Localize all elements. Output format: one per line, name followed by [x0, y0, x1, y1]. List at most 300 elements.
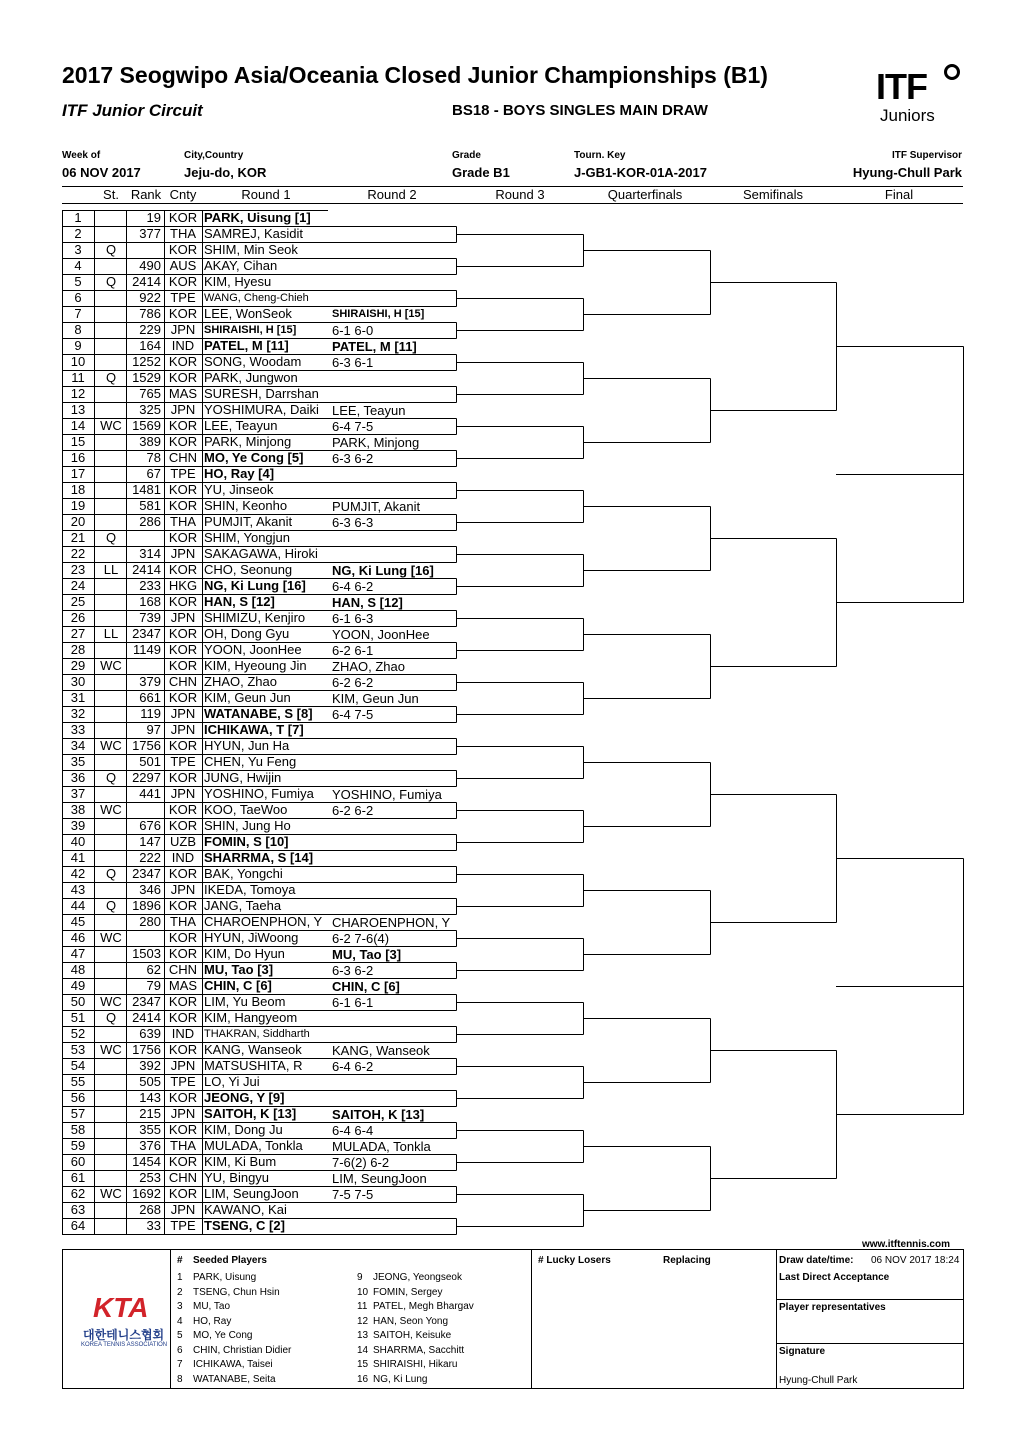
player-rank: 253 — [139, 1170, 161, 1185]
player-row — [62, 642, 328, 658]
player-row — [62, 482, 328, 498]
player-rank: 2347 — [132, 626, 161, 641]
player-rank: 676 — [139, 818, 161, 833]
player-rank: 377 — [139, 226, 161, 241]
player-name: KIM, Ki Bum — [204, 1154, 277, 1169]
player-rank: 2414 — [132, 274, 161, 289]
entry-status: WC — [100, 658, 122, 673]
round2-score: 6-2 6-2 — [332, 675, 374, 690]
round2-score: 6-3 6-2 — [332, 451, 374, 466]
seed-name: HO, Ray — [193, 1315, 232, 1327]
draw-position: 2 — [74, 226, 82, 241]
draw-position: 63 — [70, 1202, 86, 1217]
player-country: THA — [170, 514, 196, 529]
player-name: CHAROENPHON, Y — [204, 914, 323, 929]
seed-name: ICHIKAWA, Taisei — [193, 1359, 273, 1370]
player-rank: 147 — [139, 834, 161, 849]
player-row — [62, 722, 328, 738]
player-row — [62, 914, 328, 930]
seed-number: 4 — [177, 1315, 183, 1327]
seed-number: 10 — [357, 1286, 369, 1298]
draw-position: 18 — [70, 482, 86, 497]
player-name: LIM, Yu Beom — [204, 994, 286, 1009]
draw-position: 61 — [70, 1170, 86, 1185]
player-country: TPE — [170, 1218, 196, 1233]
player-name: NG, Ki Lung [16] — [204, 578, 306, 593]
player-country: JPN — [170, 786, 196, 801]
player-name: YU, Bingyu — [204, 1170, 270, 1185]
draw-position: 1 — [74, 210, 82, 225]
col-round1: Round 1 — [241, 187, 291, 202]
round2-score: 6-3 6-3 — [332, 515, 374, 530]
draw-position: 51 — [70, 1010, 86, 1025]
player-name: KIM, Dong Ju — [204, 1122, 283, 1137]
player-name: WANG, Cheng-Chieh — [204, 292, 309, 304]
entry-status: WC — [100, 738, 122, 753]
player-rank: 143 — [139, 1090, 161, 1105]
player-rank: 97 — [146, 722, 161, 737]
round2-winner-name: LIM, SeungJoon — [332, 1171, 427, 1186]
round2-winner-name: MU, Tao [3] — [332, 947, 402, 962]
draw-position: 10 — [70, 354, 86, 369]
player-name: ZHAO, Zhao — [204, 674, 277, 689]
draw-position: 21 — [70, 530, 86, 545]
player-country: CHN — [168, 1170, 198, 1185]
draw-position: 19 — [70, 498, 86, 513]
player-country: JPN — [170, 1106, 196, 1121]
draw-position: 60 — [70, 1154, 86, 1169]
week-label: Week of — [62, 150, 101, 161]
player-rank: 376 — [139, 1138, 161, 1153]
draw-position: 30 — [70, 674, 86, 689]
entry-status: Q — [105, 770, 117, 785]
player-name: MULADA, Tonkla — [204, 1138, 303, 1153]
round2-score: 6-3 6-2 — [332, 963, 374, 978]
seed-number: 14 — [357, 1344, 369, 1356]
draw-position: 49 — [70, 978, 86, 993]
player-name: JANG, Taeha — [204, 898, 282, 913]
replacing-title: Replacing — [663, 1255, 711, 1266]
player-rank: 119 — [140, 706, 161, 721]
player-country: KOR — [168, 946, 198, 961]
player-name: PARK, Jungwon — [204, 370, 298, 385]
player-name: SURESH, Darrshan — [204, 386, 319, 401]
player-country: KOR — [168, 818, 198, 833]
week-value: 06 NOV 2017 — [62, 165, 141, 180]
seed-name: MU, Tao — [193, 1301, 231, 1312]
player-country: IND — [171, 1026, 195, 1041]
circuit-name: ITF Junior Circuit — [62, 101, 203, 120]
player-country: JPN — [170, 722, 196, 737]
player-country: KOR — [168, 274, 198, 289]
player-row — [62, 946, 328, 962]
col-semifinals: Semifinals — [743, 187, 803, 202]
player-row — [62, 466, 328, 482]
draw-position: 22 — [70, 546, 86, 561]
player-row — [62, 226, 328, 242]
seed-name: SAITOH, Keisuke — [373, 1330, 452, 1341]
draw-position: 54 — [70, 1058, 86, 1073]
seed-name: HAN, Seon Yong — [373, 1315, 449, 1327]
supervisor-value: Hyung-Chull Park — [852, 165, 962, 180]
player-rank: 1454 — [132, 1154, 161, 1169]
player-rank: 325 — [139, 402, 161, 417]
player-country: KOR — [168, 770, 198, 785]
round2-score: 6-2 6-1 — [332, 643, 374, 658]
draw-position: 39 — [70, 818, 86, 833]
player-rank: 1529 — [132, 370, 161, 385]
player-rank: 581 — [139, 498, 161, 513]
itf-logo-subtext: Juniors — [880, 106, 935, 125]
player-name: CHIN, C [6] — [204, 978, 272, 993]
player-name: BAK, Yongchi — [204, 866, 283, 881]
seed-name: FOMIN, Sergey — [373, 1286, 443, 1298]
player-rank: 490 — [139, 258, 161, 273]
draw-position: 48 — [70, 962, 86, 977]
player-name: LIM, SeungJoon — [204, 1186, 299, 1201]
entry-status: WC — [100, 1042, 122, 1057]
player-row — [62, 210, 328, 226]
round2-winner-name: LEE, Teayun — [332, 403, 406, 418]
player-country: THA — [170, 226, 196, 241]
player-name: JEONG, Y [9] — [204, 1090, 285, 1105]
player-row — [62, 258, 328, 274]
player-country: CHN — [168, 962, 198, 977]
player-rank: 233 — [139, 578, 161, 593]
player-rank: 765 — [139, 386, 161, 401]
draw-position: 40 — [70, 834, 86, 849]
city-value: Jeju-do, KOR — [184, 165, 267, 180]
city-label: City,Country — [184, 150, 244, 161]
round2-winner-name: SHIRAISHI, H [15] — [332, 308, 425, 320]
player-rank: 441 — [139, 786, 161, 801]
player-row — [62, 626, 328, 642]
player-row — [62, 306, 328, 322]
player-rank: 1149 — [133, 642, 161, 657]
player-row — [62, 1186, 328, 1202]
round2-winner-name: SAITOH, K [13] — [332, 1107, 425, 1122]
last-direct-acceptance: Last Direct Acceptance — [779, 1272, 890, 1283]
draw-position: 14 — [70, 418, 86, 433]
draw-position: 37 — [70, 786, 86, 801]
player-country: KOR — [168, 1010, 198, 1025]
itf-url: www.itftennis.com — [862, 1239, 950, 1250]
round2-score: 6-4 7-5 — [332, 419, 374, 434]
round2-winner-name: NG, Ki Lung [16] — [332, 563, 434, 578]
player-name: SHIMIZU, Kenjiro — [204, 610, 306, 625]
player-rank: 229 — [139, 322, 161, 337]
draw-position: 38 — [70, 802, 86, 817]
player-name: SONG, Woodam — [204, 354, 302, 369]
entry-status: Q — [105, 866, 117, 881]
player-name: SHIRAISHI, H [15] — [204, 324, 297, 336]
player-country: IND — [171, 850, 195, 865]
player-row — [62, 594, 328, 610]
seed-name: NG, Ki Lung — [373, 1373, 428, 1385]
round2-winner-name: HAN, S [12] — [332, 595, 403, 610]
player-country: CHN — [168, 450, 198, 465]
seed-number: 11 — [357, 1301, 368, 1312]
round2-winner-name: CHAROENPHON, Y — [332, 915, 451, 930]
entry-status: WC — [100, 1186, 122, 1201]
draw-position: 24 — [70, 578, 86, 593]
player-rank: 1756 — [132, 738, 161, 753]
player-name: TSENG, C [2] — [204, 1218, 285, 1233]
seed-number: 15 — [357, 1359, 369, 1370]
player-country: KOR — [168, 898, 198, 913]
player-row — [62, 994, 328, 1010]
player-country: JPN — [170, 322, 196, 337]
player-name: MU, Tao [3] — [204, 962, 274, 977]
entry-status: Q — [105, 530, 117, 545]
draw-position: 3 — [74, 242, 82, 257]
player-name: SHIM, Yongjun — [204, 530, 291, 545]
player-country: KOR — [168, 210, 198, 225]
draw-position: 6 — [74, 290, 82, 305]
entry-status: WC — [100, 802, 122, 817]
player-name: PARK, Uisung [1] — [204, 210, 311, 225]
entry-status: Q — [105, 242, 117, 257]
player-country: JPN — [170, 546, 196, 561]
player-name: PATEL, M [11] — [204, 338, 289, 353]
player-row — [62, 386, 328, 402]
player-row — [62, 338, 328, 354]
player-row — [62, 786, 328, 802]
player-rank: 1896 — [132, 898, 161, 913]
entry-status: Q — [105, 898, 117, 913]
player-country: HKG — [168, 578, 198, 593]
player-country: UZB — [170, 834, 196, 849]
seed-number: 9 — [357, 1272, 363, 1283]
player-row — [62, 274, 328, 290]
player-name: KAWANO, Kai — [204, 1202, 287, 1217]
draw-position: 29 — [70, 658, 86, 673]
grade-value: Grade B1 — [452, 165, 510, 180]
player-row — [62, 242, 328, 258]
draw-position: 53 — [70, 1042, 86, 1057]
draw-position: 8 — [74, 322, 82, 337]
round2-winner-name: KANG, Wanseok — [332, 1043, 430, 1058]
player-country: KOR — [168, 498, 198, 513]
round2-score: 6-1 6-1 — [332, 995, 374, 1010]
player-row — [62, 530, 328, 546]
player-country: KOR — [168, 418, 198, 433]
draw-position: 58 — [70, 1122, 86, 1137]
player-rank: 505 — [139, 1074, 161, 1089]
draw-position: 44 — [70, 898, 86, 913]
player-country: KOR — [168, 434, 198, 449]
player-country: KOR — [168, 1042, 198, 1057]
draw-position: 31 — [70, 690, 86, 705]
player-name: HYUN, Jun Ha — [204, 738, 290, 753]
player-row — [62, 514, 328, 530]
draw-position: 57 — [70, 1106, 86, 1121]
itf-logo-text: ITF — [876, 66, 927, 107]
player-rank: 62 — [146, 962, 161, 977]
draw-position: 64 — [70, 1218, 86, 1233]
player-row — [62, 930, 328, 946]
seed-name: PARK, Uisung — [193, 1272, 257, 1283]
seeded-title: Seeded Players — [193, 1255, 267, 1266]
player-row — [62, 578, 328, 594]
player-row — [62, 1170, 328, 1186]
player-row — [62, 1154, 328, 1170]
draw-date-label: Draw date/time: — [779, 1255, 854, 1266]
player-country: KOR — [168, 690, 198, 705]
player-country: TPE — [170, 1074, 196, 1089]
player-country: KOR — [168, 1186, 198, 1201]
player-rank: 314 — [139, 546, 161, 561]
draw-position: 32 — [70, 706, 86, 721]
seed-name: PATEL, Megh Bhargav — [373, 1301, 474, 1312]
player-row — [62, 818, 328, 834]
round2-score: 6-1 6-0 — [332, 323, 374, 338]
player-row — [62, 738, 328, 754]
player-rank: 1692 — [132, 1186, 161, 1201]
player-name: SHIN, Jung Ho — [204, 818, 291, 833]
player-name: HAN, S [12] — [204, 594, 275, 609]
player-country: KOR — [168, 242, 198, 257]
player-name: SHIM, Min Seok — [204, 242, 298, 257]
player-rank: 501 — [139, 754, 161, 769]
player-country: JPN — [170, 1202, 196, 1217]
draw-position: 47 — [70, 946, 86, 961]
player-name: YOSHINO, Fumiya — [204, 786, 314, 801]
player-rank: 2414 — [132, 1010, 161, 1025]
player-country: THA — [170, 914, 196, 929]
player-country: JPN — [170, 882, 196, 897]
player-rank: 639 — [139, 1026, 161, 1041]
entry-status: WC — [100, 994, 122, 1009]
player-name: CHO, Seonung — [204, 562, 293, 577]
round2-winner-name: MULADA, Tonkla — [332, 1139, 431, 1154]
player-name: SAKAGAWA, Hiroki — [204, 546, 318, 561]
seed-number: 2 — [177, 1286, 183, 1298]
player-country: CHN — [168, 674, 198, 689]
player-name: CHEN, Yu Feng — [204, 754, 297, 769]
seed-number: 1 — [177, 1272, 183, 1283]
player-name: LEE, Teayun — [204, 418, 278, 433]
player-row — [62, 978, 328, 994]
player-row — [62, 1218, 328, 1234]
kta-korean-name: 대한테니스협회 — [83, 1328, 165, 1342]
player-row — [62, 450, 328, 466]
seed-name: SHIRAISHI, Hikaru — [373, 1359, 458, 1370]
player-row — [62, 290, 328, 306]
player-row — [62, 658, 328, 674]
player-country: THA — [170, 1138, 196, 1153]
round2-winner-name: PUMJIT, Akanit — [332, 499, 421, 514]
draw-position: 20 — [70, 514, 86, 529]
player-country: KOR — [168, 802, 198, 817]
player-rank: 1503 — [132, 946, 161, 961]
player-country: KOR — [168, 562, 198, 577]
player-rank: 786 — [139, 306, 161, 321]
round2-score: 7-5 7-5 — [332, 1187, 374, 1202]
player-row — [62, 1106, 328, 1122]
player-rank: 280 — [139, 914, 161, 929]
player-country: KOR — [168, 594, 198, 609]
tourn-key-value: J-GB1-KOR-01A-2017 — [574, 165, 707, 180]
seed-number: 5 — [177, 1330, 183, 1341]
col-st: St. — [103, 187, 119, 202]
page-title: 2017 Seogwipo Asia/Oceania Closed Junior Championships (B1) — [62, 62, 768, 88]
player-rank: 922 — [139, 290, 161, 305]
kta-mark: KTA — [93, 1292, 149, 1323]
player-rank: 392 — [139, 1058, 161, 1073]
player-name: MO, Ye Cong [5] — [204, 450, 304, 465]
draw-position: 28 — [70, 642, 86, 657]
player-rank: 2297 — [132, 770, 161, 785]
player-country: KOR — [168, 370, 198, 385]
round2-score: 6-4 6-2 — [332, 1059, 374, 1074]
draw-position: 27 — [70, 626, 86, 641]
player-country: KOR — [168, 354, 198, 369]
player-name: KOO, TaeWoo — [204, 802, 288, 817]
player-name: SAMREJ, Kasidit — [204, 226, 303, 241]
player-country: KOR — [168, 306, 198, 321]
supervisor-label: ITF Supervisor — [891, 150, 962, 161]
player-name: THAKRAN, Siddharth — [204, 1028, 310, 1040]
player-name: JUNG, Hwijin — [204, 770, 282, 785]
player-rank: 661 — [139, 690, 161, 705]
player-row — [62, 850, 328, 866]
player-name: LO, Yi Jui — [204, 1074, 260, 1089]
draw-position: 34 — [70, 738, 86, 753]
player-row — [62, 1138, 328, 1154]
entry-status: Q — [105, 1010, 117, 1025]
player-rank: 1481 — [132, 482, 161, 497]
player-row — [62, 962, 328, 978]
draw-position: 4 — [74, 258, 82, 273]
player-rank: 33 — [146, 1218, 161, 1233]
player-rank: 379 — [139, 674, 161, 689]
player-row — [62, 1074, 328, 1090]
player-name: IKEDA, Tomoya — [204, 882, 296, 897]
player-name: KIM, Hyesu — [204, 274, 272, 289]
player-row — [62, 610, 328, 626]
draw-position: 43 — [70, 882, 86, 897]
draw-position: 62 — [70, 1186, 86, 1201]
draw-position: 12 — [70, 386, 86, 401]
player-row — [62, 562, 328, 578]
round2-winner-name: KIM, Geun Jun — [332, 691, 419, 706]
player-row — [62, 1010, 328, 1026]
player-name: SHARRMA, S [14] — [204, 850, 314, 865]
player-rank: 222 — [139, 850, 161, 865]
player-rank: 286 — [139, 514, 161, 529]
player-country: KOR — [168, 642, 198, 657]
player-rank: 346 — [139, 882, 161, 897]
player-row — [62, 1042, 328, 1058]
player-country: KOR — [168, 658, 198, 673]
col-cnty: Cnty — [169, 187, 197, 202]
entry-status: LL — [103, 562, 119, 577]
round2-winner-name: PATEL, M [11] — [332, 339, 417, 354]
player-country: MAS — [168, 386, 198, 401]
draw-position: 13 — [70, 402, 86, 417]
draw-position: 11 — [71, 370, 85, 385]
draw-date-value: 06 NOV 2017 18:24 — [871, 1255, 960, 1266]
seeded-hash: # — [177, 1255, 183, 1266]
player-country: JPN — [170, 402, 196, 417]
draw-position: 36 — [70, 770, 86, 785]
kta-english-name: KOREA TENNIS ASSOCIATION — [81, 1342, 168, 1348]
player-name: AKAY, Cihan — [204, 258, 278, 273]
entry-status: LL — [103, 626, 119, 641]
player-country: AUS — [169, 258, 197, 273]
player-row — [62, 882, 328, 898]
